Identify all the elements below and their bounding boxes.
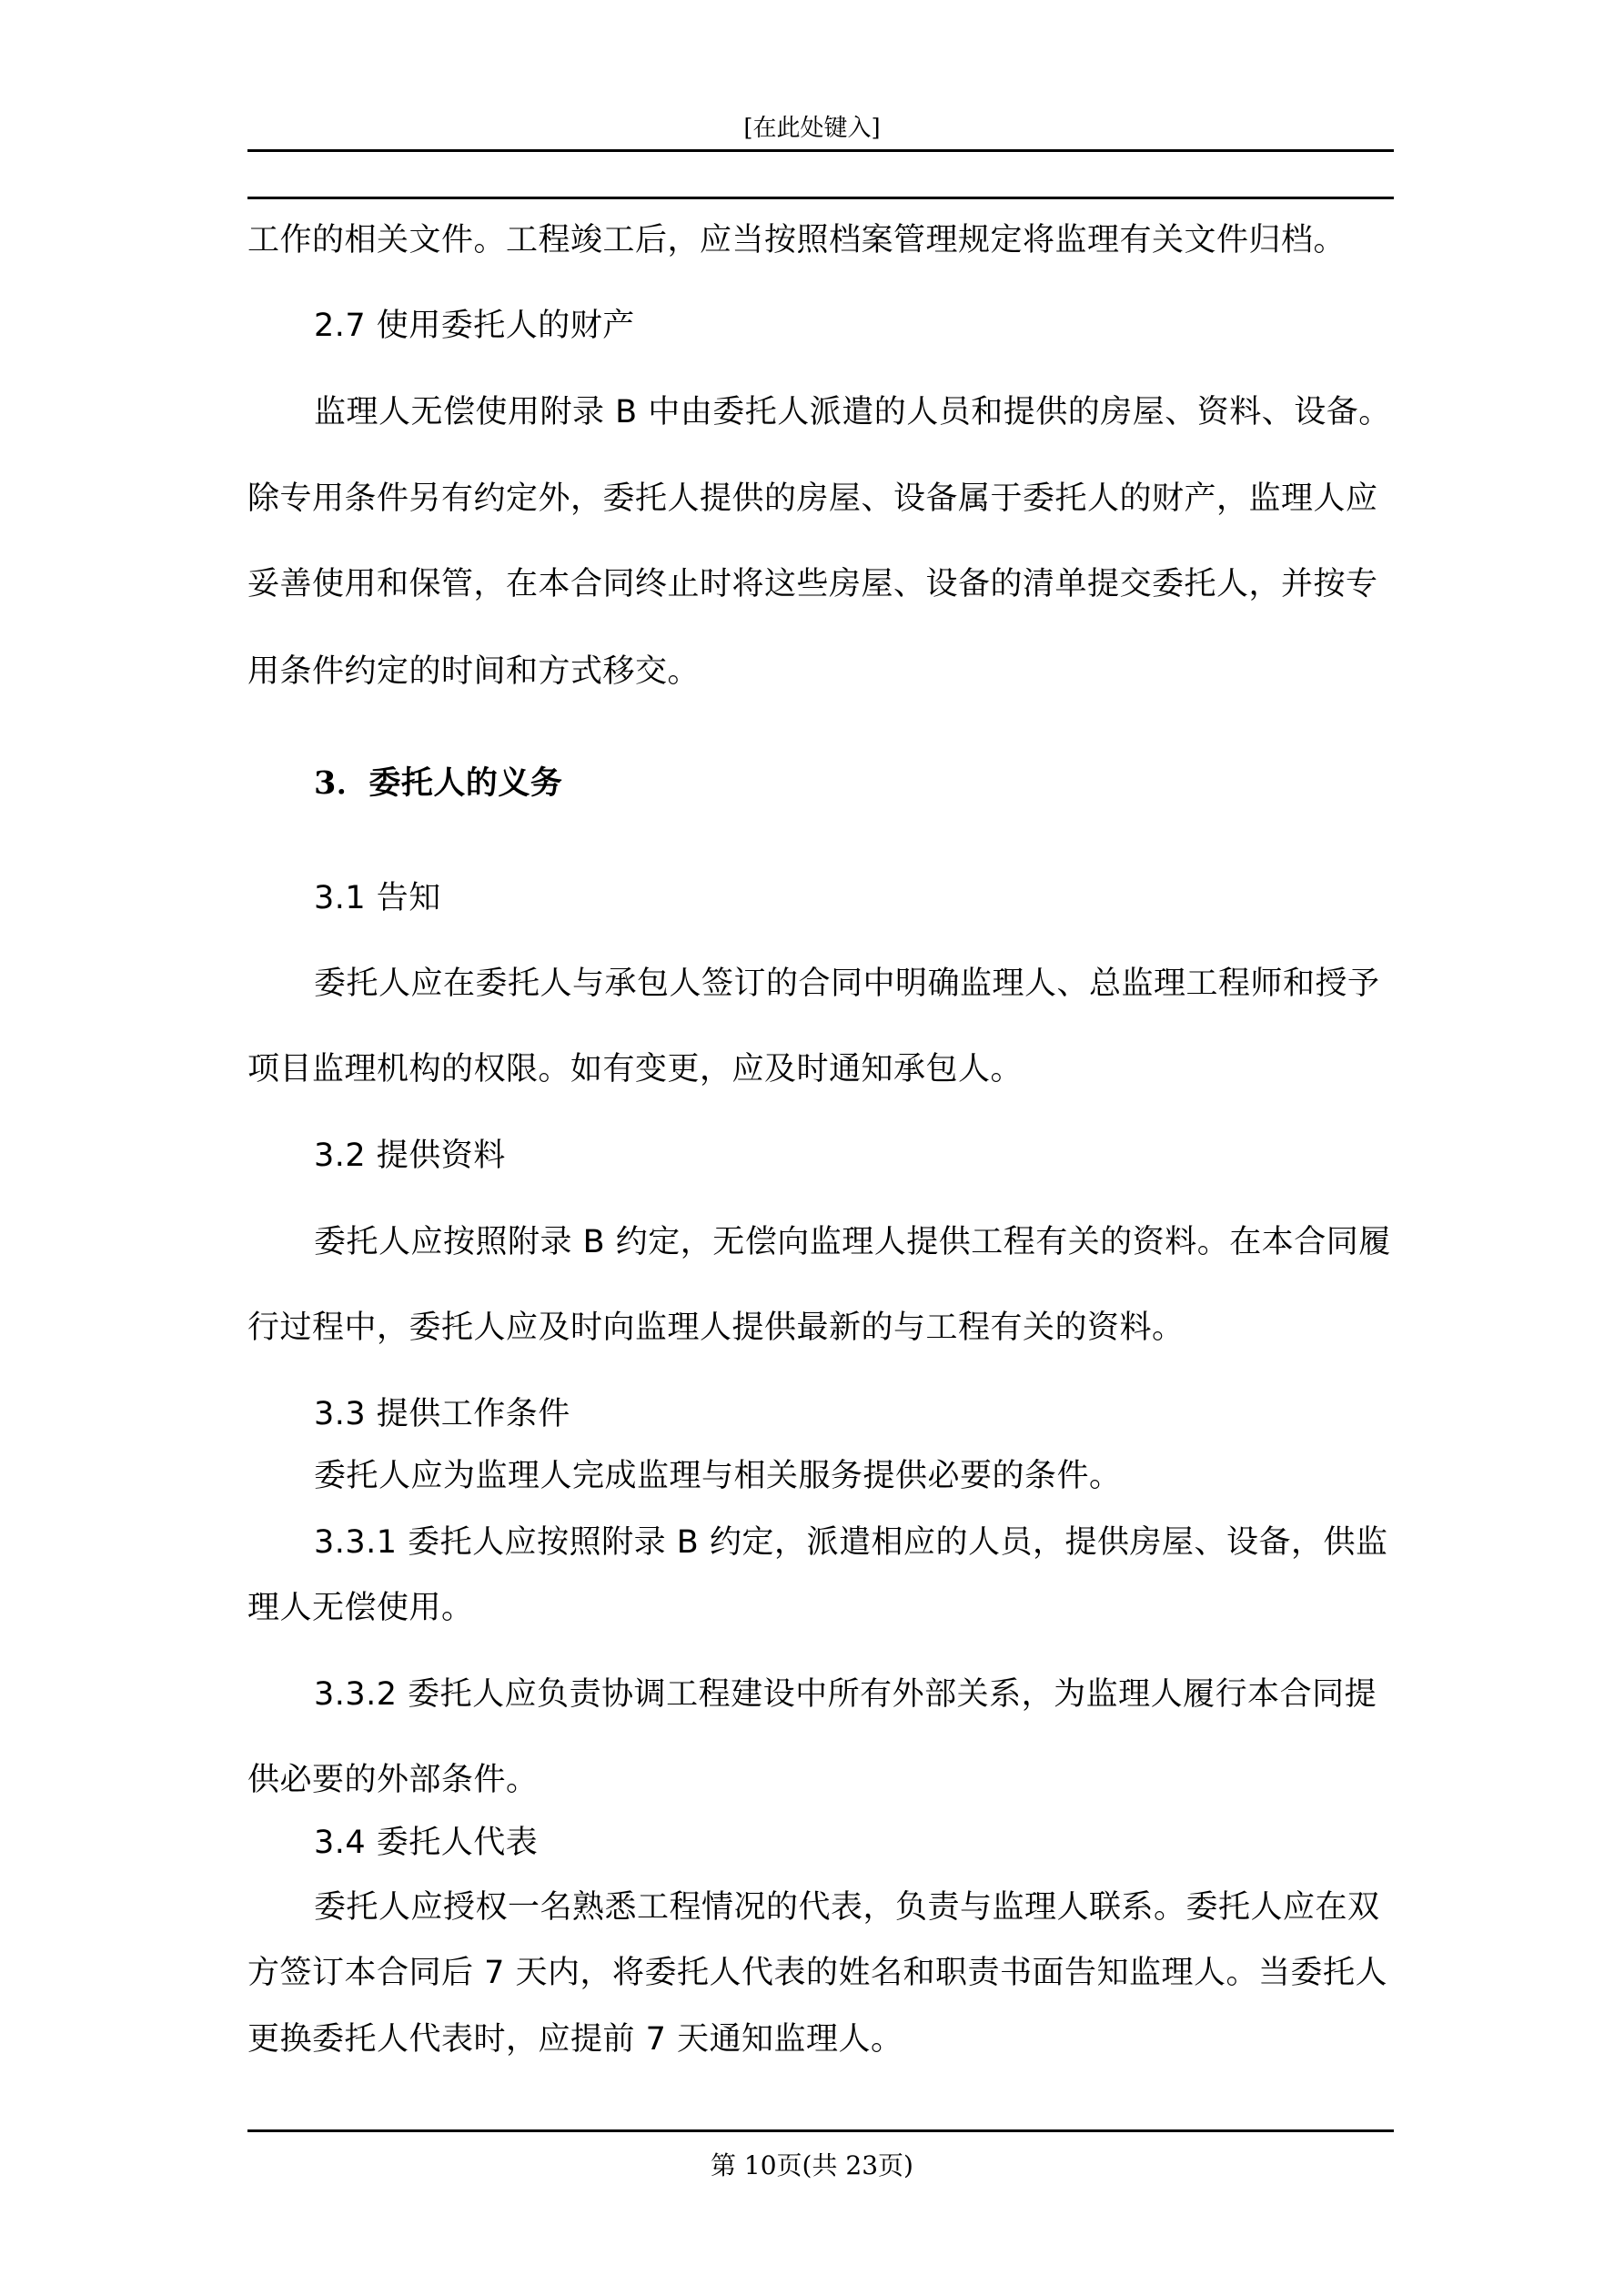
footer-rule: [247, 2129, 1394, 2132]
header-rule-top: [247, 149, 1394, 152]
body-line: 工作的相关文件。工程竣工后，应当按照档案管理规定将监理有关文件归档。: [247, 222, 1347, 258]
body-line: 供必要的外部条件。: [247, 1762, 539, 1798]
body-line: 妥善使用和保管，在本合同终止时将这些房屋、设备的清单提交委托人，并按专: [247, 566, 1378, 602]
header-rule-bottom: [247, 197, 1394, 199]
body-line: 方签订本合同后 7 天内，将委托人代表的姓名和职责书面告知监理人。当委托人: [247, 1955, 1388, 1991]
clause-3-3-1: 3.3.1 委托人应按照附录 B 约定，派遣相应的人员，提供房屋、设备，供监: [314, 1524, 1388, 1561]
body-line: 行过程中，委托人应及时向监理人提供最新的与工程有关的资料。: [247, 1310, 1185, 1346]
section-title-3: 3．委托人的义务: [314, 764, 563, 802]
subsection-title-3-4: 3.4 委托人代表: [314, 1825, 539, 1861]
body-line: 委托人应按照附录 B 约定，无偿向监理人提供工程有关的资料。在本合同履: [314, 1224, 1391, 1260]
body-line: 委托人应授权一名熟悉工程情况的代表，负责与监理人联系。委托人应在双: [314, 1889, 1380, 1926]
body-line: 更换委托人代表时，应提前 7 天通知监理人。: [247, 2021, 903, 2058]
subsection-title-3-3: 3.3 提供工作条件: [314, 1396, 570, 1432]
subsection-title-3-2: 3.2 提供资料: [314, 1138, 506, 1174]
body-line: 监理人无偿使用附录 B 中由委托人派遣的人员和提供的房屋、资料、设备。: [314, 394, 1391, 430]
clause-3-3-2: 3.3.2 委托人应负责协调工程建设中所有外部关系，为监理人履行本合同提: [314, 1676, 1377, 1713]
header-text: [在此处键入]: [743, 115, 881, 142]
body-line: 除专用条件另有约定外，委托人提供的房屋、设备属于委托人的财产，监理人应: [247, 480, 1378, 517]
body-line: 委托人应为监理人完成监理与相关服务提供必要的条件。: [314, 1458, 1122, 1494]
body-line: 用条件约定的时间和方式移交。: [247, 653, 701, 690]
body-line: 理人无偿使用。: [247, 1590, 474, 1626]
body-line: 项目监理机构的权限。如有变更，应及时通知承包人。: [247, 1051, 1024, 1087]
page-number: 第 10页(共 23页): [711, 2150, 913, 2180]
body-line: 委托人应在委托人与承包人签订的合同中明确监理人、总监理工程师和授予: [314, 966, 1380, 1002]
subsection-title-3-1: 3.1 告知: [314, 880, 441, 916]
subsection-title-2-7: 2.7 使用委托人的财产: [314, 308, 635, 344]
